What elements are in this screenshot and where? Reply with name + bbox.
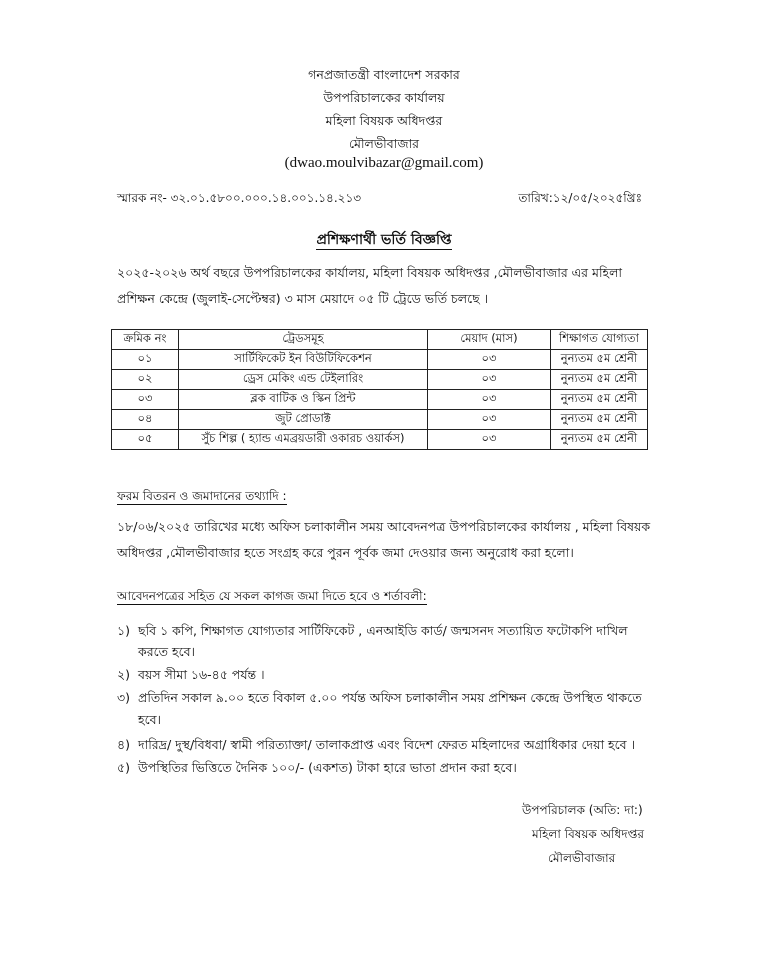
cell-duration: ০৩ — [428, 350, 551, 370]
list-item — [117, 623, 130, 643]
trades-table — [111, 329, 648, 450]
govt-name: গনপ্রজাতন্ত্রী বাংলাদেশ সরকার — [308, 67, 460, 82]
cell-trade: ড্রেস মেকিং এন্ড টেইলারিং — [179, 370, 428, 390]
form-info-heading: ফরম বিতরন ও জমাদানের তথ্যাদি : — [117, 489, 287, 503]
office-name: উপপরিচালকের কার্যালয় — [323, 90, 445, 105]
cell-serial: ০৩ — [112, 390, 179, 410]
col-qualification: শিক্ষাগত যোগ্যতা — [551, 330, 648, 350]
cell-serial: ০১ — [112, 350, 179, 370]
email-address: (dwao.moulvibazar@gmail.com) — [284, 155, 484, 171]
department-name: মহিলা বিষয়ক অধিদপ্তর — [325, 113, 443, 128]
signatory-district: মৌলভীবাজার — [548, 851, 616, 865]
list-item-text: বয়স সীমা ১৬-৪৫ পর্যন্ত । — [138, 667, 265, 682]
table-row — [112, 370, 648, 390]
col-trade: ট্রেডসমূহ — [179, 330, 428, 350]
list-item-text: প্রতিদিন সকাল ৯.০০ হতে বিকাল ৫.০০ পর্যন্ত অফিস চলাকালীন সময় প্রশিক্ষন কেন্দ্রে উপস্থিত থাকতে — [138, 690, 642, 705]
list-item-text: উপস্থিতির ভিত্তিতে দৈনিক ১০০/- (একশত) টাকা হারে ভাতা প্রদান করা হবে। — [138, 760, 517, 775]
list-number: ২) — [117, 667, 131, 682]
list-item-text: ছবি ১ কপি, শিক্ষাগত যোগ্যতার সার্টিফিকেট , এনআইডি কার্ড/ জন্মসনদ সত্যায়িত ফটোকপি দাখিল — [138, 623, 628, 638]
list-item — [117, 760, 130, 780]
table-row — [112, 430, 648, 450]
cell-qualification: নুন্যতম ৫ম শ্রেনী — [551, 410, 648, 430]
cell-trade: সার্টিফিকেট ইন বিউটিফিকেশন — [179, 350, 428, 370]
cell-qualification: নুন্যতম ৫ম শ্রেনী — [551, 370, 648, 390]
cell-duration: ০৩ — [428, 390, 551, 410]
requirements-heading-wrap — [117, 588, 427, 608]
list-number: ১) — [117, 623, 130, 638]
memo-number: স্মারক নং- ৩২.০১.৫৮০০.০০০.১৪.০০১.১৪.২১৩ — [117, 191, 362, 205]
list-number: ৫) — [117, 760, 130, 775]
list-item — [117, 690, 130, 710]
cell-duration: ০৩ — [428, 370, 551, 390]
cell-duration: ০৩ — [428, 410, 551, 430]
list-item — [117, 737, 130, 757]
col-duration: মেয়াদ (মাস) — [428, 330, 551, 350]
col-serial: ক্রমিক নং — [112, 330, 179, 350]
list-item-text-cont: হবে। — [138, 712, 162, 727]
list-item-text-cont: করতে হবে। — [138, 644, 196, 659]
cell-duration: ০৩ — [428, 430, 551, 450]
cell-trade: সুঁচ শিল্প ( হ্যান্ড এমব্রয়ডারী ওকারচ ওয়ার্কস) — [179, 430, 428, 450]
table-row — [112, 350, 648, 370]
list-number: ৩) — [117, 690, 131, 705]
signatory-title: উপপরিচালক (অতি: দা:) — [522, 803, 643, 817]
notice-title-wrap — [0, 228, 768, 252]
table-row — [112, 410, 648, 430]
memo-date: তারিখ:১২/০৫/২০২৫খ্রিঃ — [518, 191, 642, 205]
cell-trade: ব্লক বাটিক ও স্কিন প্রিন্ট — [179, 390, 428, 410]
list-number: ৪) — [117, 737, 130, 752]
intro-paragraph: ২০২৫-২০২৬ অর্থ বছরে উপপরিচালকের কার্যালয়, মহিলা বিষয়ক অধিদপ্তর ,মৌলভীবাজার এর মহিলা প্রশিক্ষন কেন্দ্রে (জুলাই-সেপ্টেম্বর) ৩ মাস মেয়াদে ০৫ টি ট্রেডে ভর্তি চলছে । — [117, 265, 623, 306]
form-info-paragraph: ১৮/০৬/২০২৫ তারিখের মধ্যে অফিস চলাকালীন সময় আবেদনপত্র উপপরিচালকের কার্যালয় , মহিলা বিষয়ক অধিদপ্তর ,মৌলভীবাজার হতে সংগ্রহ করে পুরন পূর্বক জমা দেওয়ার জন্য অনুরোধ করা হলো। — [117, 519, 651, 560]
cell-qualification: নুন্যতম ৫ম শ্রেনী — [551, 350, 648, 370]
signatory-department: মহিলা বিষয়ক অধিদপ্তর — [532, 827, 644, 841]
table-header-row — [112, 330, 648, 350]
cell-serial: ০২ — [112, 370, 179, 390]
table-row — [112, 390, 648, 410]
cell-serial: ০৪ — [112, 410, 179, 430]
requirements-heading: আবেদনপত্রের সহিত যে সকল কাগজ জমা দিতে হবে ও শর্তাবলী: — [117, 589, 427, 603]
district-name: মৌলভীবাজার — [348, 136, 420, 151]
cell-qualification: নুন্যতম ৫ম শ্রেনী — [551, 430, 648, 450]
cell-trade: জুট প্রোডাক্ট — [179, 410, 428, 430]
list-item — [117, 667, 130, 687]
form-info-heading-wrap — [117, 488, 287, 508]
list-item-text: দারিদ্র/ দুস্থ/বিধবা/ স্বামী পরিত্যাক্তা/ তালাকপ্রাপ্ত এবং বিদেশ ফেরত মহিলাদের অগ্রাধিকার দেয়া হবে । — [138, 737, 636, 752]
cell-qualification: নুন্যতম ৫ম শ্রেনী — [551, 390, 648, 410]
cell-serial: ০৫ — [112, 430, 179, 450]
notice-title: প্রশিক্ষণার্থী ভর্তি বিজ্ঞপ্তি — [316, 232, 452, 248]
